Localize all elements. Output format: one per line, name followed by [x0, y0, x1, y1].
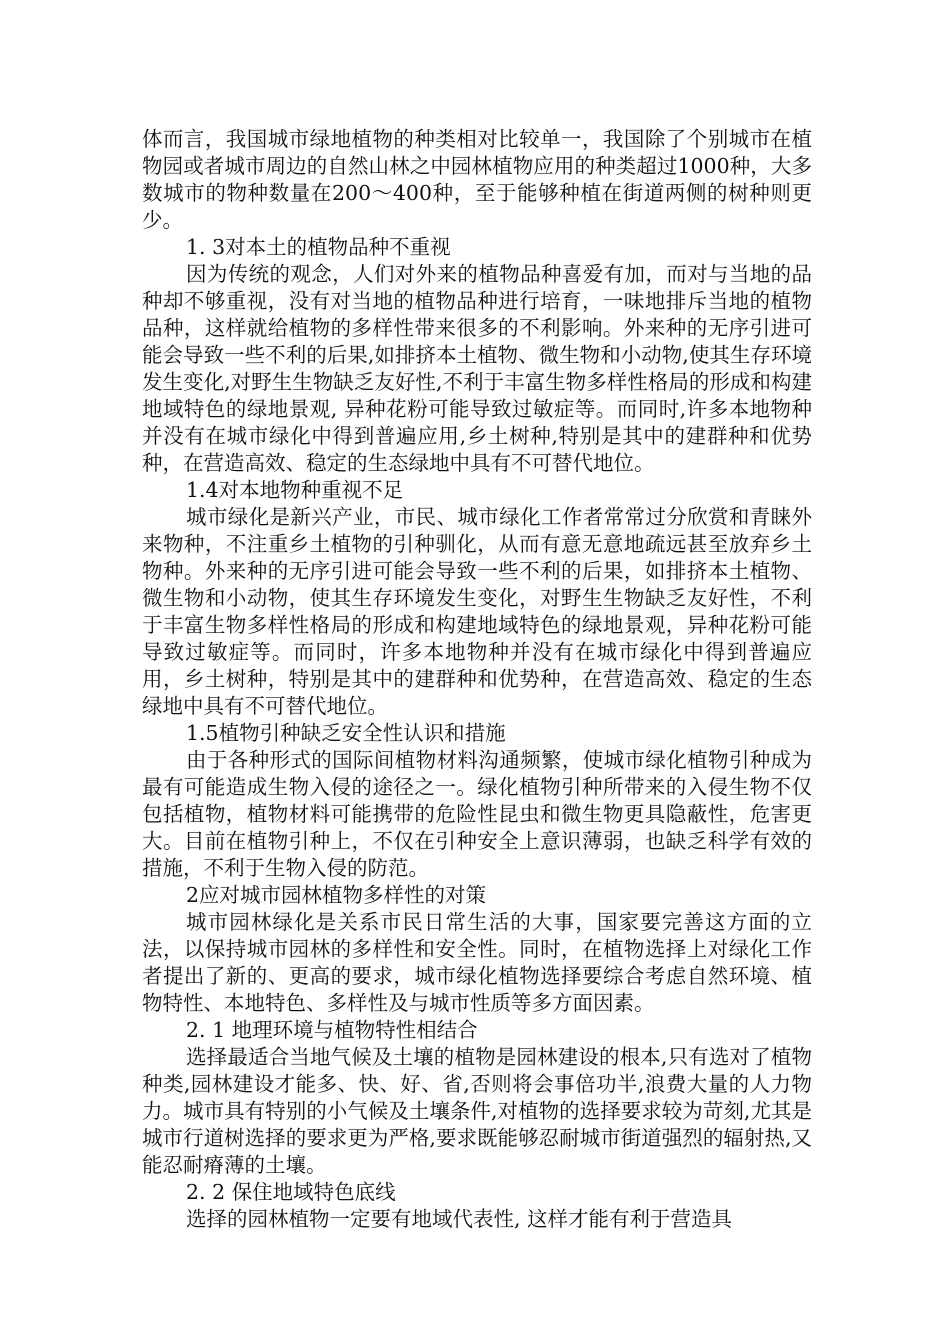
body-paragraph: 因为传统的观念，人们对外来的植物品种喜爱有加，而对与当地的品种却不够重视，没有对当地的植物品种进行培育，一味地排斥当地的植物品种，这样就给植物的多样性带来很多的不利影响。外来种的无序引进可能会导致一些不利的后果,如排挤本土植物、微生物和小动物,使其生存环境发生变化,对野生生物缺乏友好性,不利于丰富生物多样性格局的形成和构建地域特色的绿地景观, 异种花粉可能导致过敏症等。而同时,许多本地物种并没有在城市绿化中得到普遍应用,乡土树种,特别是其中的建群种和优势种，在营造高效、稳定的生态绿地中具有不可替代地位。 — [142, 262, 812, 475]
section-heading: 1.4对本地物种重视不足 — [186, 478, 404, 502]
body-paragraph: 由于各种形式的国际间植物材料沟通频繁，使城市绿化植物引种成为最有可能造成生物入侵的途径之一。绿化植物引种所带来的入侵生物不仅包括植物，植物材料可能携带的危险性昆虫和微生物更具隐蔽性，危害更大。目前在植物引种上，不仅在引种安全上意识薄弱，也缺乏科学有效的措施，不利于生物入侵的防范。 — [142, 748, 812, 880]
body-paragraph: 选择的园林植物一定要有地域代表性, 这样才能有利于营造具 — [186, 1207, 733, 1231]
document-page — [142, 126, 812, 1233]
body-paragraph: 选择最适合当地气候及土壤的植物是园林建设的根本,只有选对了植物种类,园林建设才能多、快、好、省,否则将会事倍功半,浪费大量的人力物力。城市具有特别的小气候及土壤条件,对植物的选择要求较为苛刻,尤其是城市行道树选择的要求更为严格,要求既能够忍耐城市街道强烈的辐射热,又能忍耐瘠薄的土壤。 — [142, 1045, 812, 1177]
section-heading: 1.5植物引种缺乏安全性认识和措施 — [186, 721, 506, 745]
section-heading: 2. 2 保住地域特色底线 — [186, 1180, 396, 1204]
section-heading: 2应对城市园林植物多样性的对策 — [186, 883, 487, 907]
body-paragraph: 城市园林绿化是关系市民日常生活的大事，国家要完善这方面的立法，以保持城市园林的多样性和安全性。同时，在植物选择上对绿化工作者提出了新的、更高的要求，城市绿化植物选择要综合考虑自然环境、植物特性、本地特色、多样性及与城市性质等多方面因素。 — [142, 910, 812, 1015]
body-paragraph: 体而言，我国城市绿地植物的种类相对比较单一，我国除了个别城市在植物园或者城市周边的自然山林之中园林植物应用的种类超过1000种，大多数城市的物种数量在200～400种，至于能够种植在街道两侧的树种则更少。 — [142, 127, 812, 232]
section-heading: 1. 3对本土的植物品种不重视 — [186, 235, 451, 259]
body-paragraph: 城市绿化是新兴产业，市民、城市绿化工作者常常过分欣赏和青睐外来物种，不注重乡土植物的引种驯化，从而有意无意地疏远甚至放弃乡土物种。外来种的无序引进可能会导致一些不利的后果，如排挤本土植物、微生物和小动物，使其生存环境发生变化，对野生生物缺乏友好性，不利于丰富生物多样性格局的形成和构建地域特色的绿地景观，异种花粉可能导致过敏症等。而同时，许多本地物种并没有在城市绿化中得到普遍应用，乡土树种，特别是其中的建群种和优势种，在营造高效、稳定的生态绿地中具有不可替代地位。 — [142, 505, 812, 718]
section-heading: 2. 1 地理环境与植物特性相结合 — [186, 1018, 478, 1042]
